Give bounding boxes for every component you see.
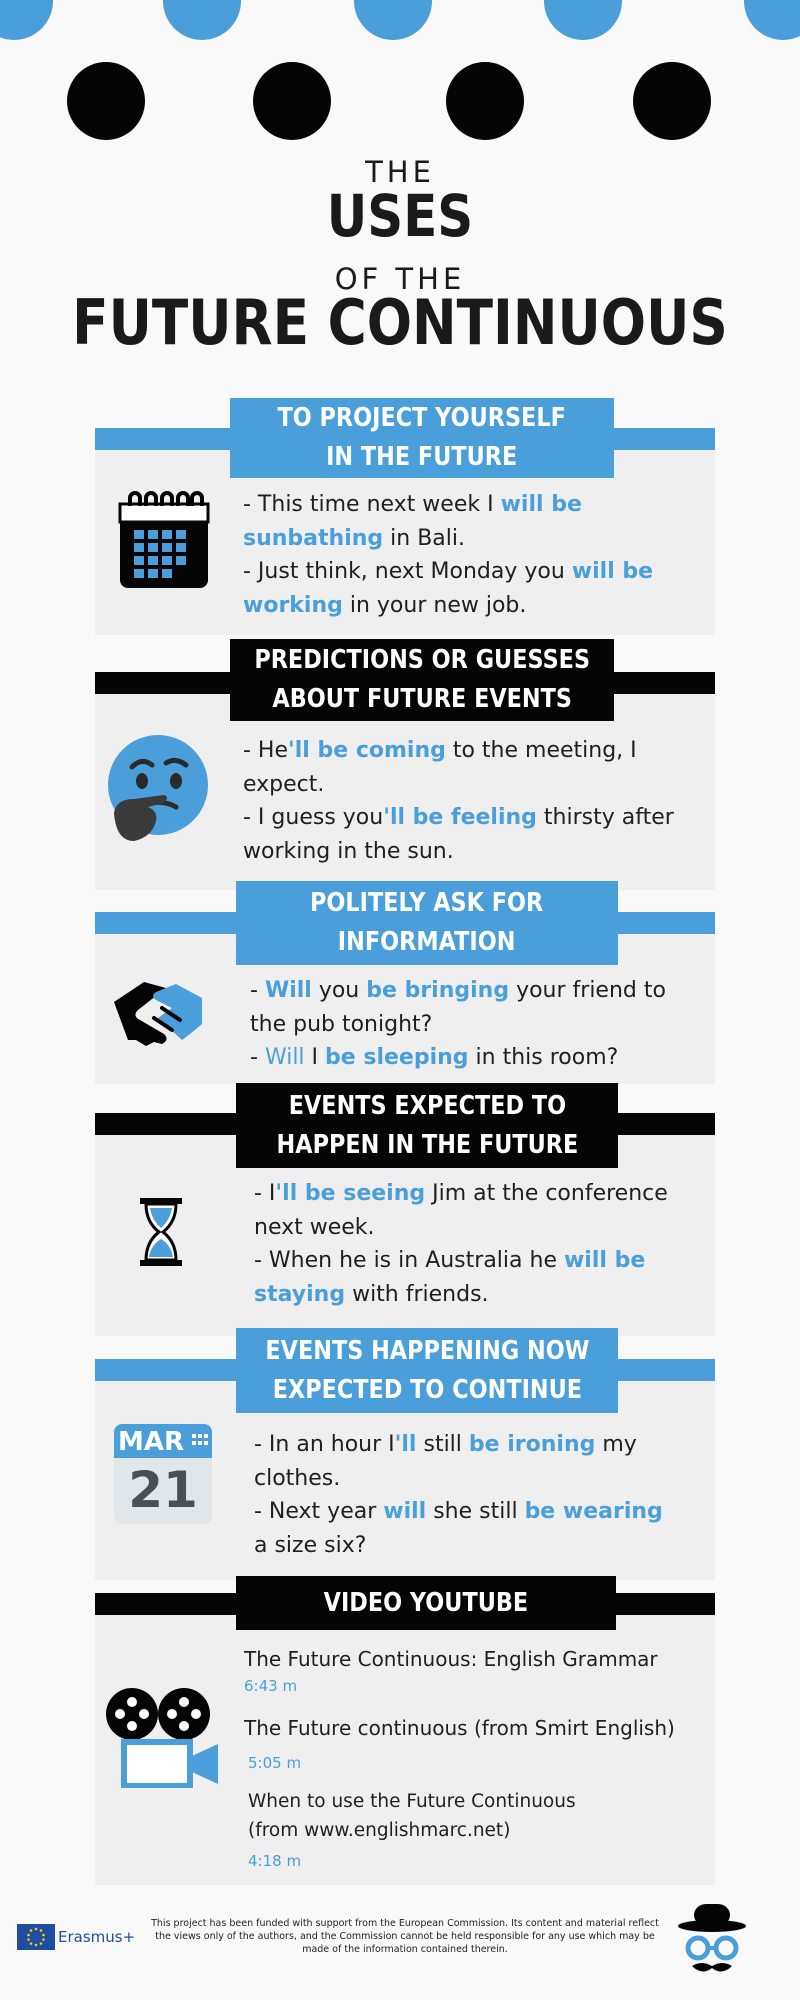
example-line: [254, 1428, 663, 1462]
decor-dot: [0, 0, 53, 40]
example-line: [243, 488, 653, 522]
video-heading: VIDEO YOUTUBE: [323, 1587, 529, 1618]
example-text: thirsty after: [536, 805, 674, 830]
example-text: in this room?: [468, 1045, 619, 1070]
example-text: next week.: [254, 1214, 375, 1240]
example-line: [254, 1244, 668, 1278]
section-heading-line: EVENTS HAPPENING NOW: [264, 1335, 590, 1366]
example-line: [254, 1177, 668, 1211]
section-heading: [236, 1083, 618, 1168]
decor-dot: [354, 0, 432, 40]
video-duration: 6:43 m: [244, 1677, 298, 1695]
example-line: [254, 1278, 668, 1312]
example-line: [243, 734, 674, 768]
section-heading: [236, 1576, 616, 1630]
example-line: [254, 1462, 663, 1496]
section-heading: [236, 881, 618, 965]
calendar-day: 21: [128, 1461, 198, 1519]
example-text: -: [250, 978, 265, 1003]
gentleman-mascot-icon: [674, 1902, 750, 1982]
highlighted-verb: sunbathing: [243, 525, 384, 551]
example-text: I: [304, 1045, 326, 1070]
section-heading-line: IN THE FUTURE: [326, 442, 518, 472]
example-text: - This time next week I: [243, 492, 501, 517]
highlighted-verb: 'll be seeing: [275, 1181, 426, 1206]
calendar-date-icon: [114, 1424, 212, 1524]
section-text: [254, 1428, 663, 1562]
section-text: [250, 974, 666, 1075]
thinking-face-icon: [104, 733, 210, 843]
example-text: with friends.: [345, 1281, 489, 1307]
highlighted-verb: Will: [264, 978, 312, 1003]
example-line: [243, 768, 674, 802]
example-line: [243, 555, 653, 589]
highlighted-verb: be wearing: [524, 1499, 663, 1524]
example-text: -: [250, 1045, 265, 1070]
section-heading-line: TO PROJECT YOURSELF: [277, 403, 567, 433]
video-title-line: (from www.englishmarc.net): [248, 1820, 511, 1841]
example-line: [250, 1008, 666, 1042]
example-text: to the meeting, I: [445, 738, 637, 763]
highlighted-verb: will be: [500, 492, 582, 517]
example-text: - He: [243, 738, 289, 763]
section-heading-line: PREDICTIONS OR GUESSES: [254, 645, 590, 675]
highlighted-verb: 'll: [394, 1432, 417, 1457]
example-text: - I: [254, 1181, 276, 1206]
decor-dot: [744, 0, 800, 40]
highlighted-verb: be ironing: [468, 1432, 596, 1457]
video-duration: 5:05 m: [248, 1754, 302, 1772]
example-text: your friend to: [509, 978, 666, 1003]
example-line: [250, 974, 666, 1008]
example-text: clothes.: [254, 1465, 341, 1491]
funding-disclaimer: This project has been funded with support from the European Commission. Its content and material reflect the views only of the authors, and the Commission cannot be held responsible for any use which may be made of the information contained therein.: [151, 1918, 659, 1955]
section-heading-line: INFORMATION: [338, 927, 516, 957]
highlighted-verb: working: [243, 592, 343, 618]
example-text: - I guess you: [243, 805, 384, 830]
example-line: [243, 835, 674, 869]
title-line-future-continuous: FUTURE CONTINUOUS: [72, 286, 728, 359]
decor-dot: [633, 62, 711, 140]
example-line: [254, 1529, 663, 1563]
example-text: in your new job.: [342, 592, 527, 618]
film-camera-icon: [104, 1686, 222, 1788]
highlighted-verb: be bringing: [366, 978, 510, 1003]
example-line: [254, 1211, 668, 1245]
video-link-title[interactable]: The Future continuous (from Smirt English): [244, 1716, 675, 1740]
example-text: in Bali.: [383, 525, 465, 551]
section-heading-line: POLITELY ASK FOR: [310, 888, 544, 918]
example-line: [243, 522, 653, 556]
section-heading-line: ABOUT FUTURE EVENTS: [272, 684, 572, 714]
example-text: she still: [426, 1499, 525, 1524]
example-text: - Just think, next Monday you: [243, 559, 572, 584]
section-heading: [236, 1328, 618, 1413]
highlighted-verb: will be: [563, 1248, 646, 1273]
title-line-the: THE: [365, 155, 435, 189]
decor-dot: [544, 0, 622, 40]
example-text: - When he is in Australia he: [254, 1248, 564, 1273]
decor-dot: [163, 0, 241, 40]
example-text: - In an hour I: [254, 1432, 395, 1457]
video-link-title[interactable]: [248, 1787, 576, 1845]
decor-dot: [253, 62, 331, 140]
example-text: Jim at the conference: [425, 1181, 668, 1206]
video-link-title[interactable]: The Future Continuous: English Grammar: [244, 1647, 658, 1671]
example-text: expect.: [243, 771, 325, 797]
highlighted-verb: 'll be coming: [288, 738, 446, 763]
decor-dot: [67, 62, 145, 140]
example-text: a size six?: [254, 1532, 367, 1558]
example-text: still: [416, 1432, 469, 1457]
erasmus-logo-text: Erasmus+: [58, 1928, 136, 1946]
highlighted-verb: Will: [264, 1045, 305, 1070]
calendar-dots-icon: [192, 1434, 208, 1448]
calendar-month: MAR: [118, 1427, 185, 1457]
example-line: [250, 1041, 666, 1075]
highlighted-verb: staying: [254, 1281, 346, 1307]
example-text: - Next year: [254, 1499, 384, 1524]
highlighted-verb: will be: [571, 559, 654, 584]
highlighted-verb: be sleeping: [325, 1045, 469, 1070]
section-heading-line: HAPPEN IN THE FUTURE: [276, 1129, 578, 1160]
section-text: [243, 488, 653, 622]
hourglass-icon: [138, 1196, 184, 1268]
decor-dot: [446, 62, 524, 140]
example-text: my: [595, 1432, 637, 1457]
section-heading: [230, 398, 614, 478]
video-title-line: When to use the Future Continuous: [248, 1791, 576, 1812]
example-text: you: [311, 978, 367, 1003]
highlighted-verb: 'll be feeling: [383, 805, 537, 830]
highlighted-verb: will: [383, 1499, 427, 1524]
eu-flag-icon: [17, 1924, 55, 1950]
section-heading-line: EXPECTED TO CONTINUE: [272, 1374, 582, 1405]
title-line-uses: USES: [326, 182, 474, 250]
handshake-icon: [106, 972, 210, 1052]
title-line-of-the: OF THE: [334, 262, 466, 296]
calendar-grid-icon: [118, 490, 210, 590]
example-text: working in the sun.: [243, 838, 454, 864]
video-duration: 4:18 m: [248, 1852, 302, 1870]
section-text: [243, 734, 674, 868]
example-line: [243, 589, 653, 623]
section-heading: [230, 639, 614, 721]
example-text: the pub tonight?: [250, 1011, 433, 1037]
section-text: [254, 1177, 668, 1311]
example-line: [254, 1495, 663, 1529]
example-line: [243, 801, 674, 835]
section-heading-line: EVENTS EXPECTED TO: [288, 1090, 566, 1121]
